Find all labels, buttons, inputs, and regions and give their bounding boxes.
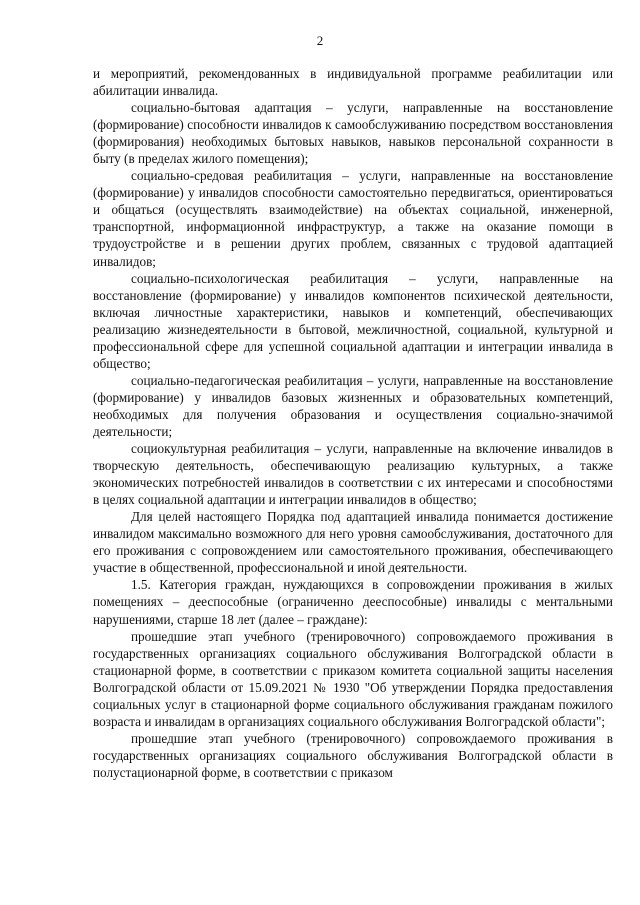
paragraph-social-household-adaptation: социально-бытовая адаптация – услуги, направленные на восстановление (формирование) способности инвалидов к самообслуживанию посредством восстановления (формирования) необходимых бытовых навыков, навыков персональной сохранности в быту (в пределах жилого помещения);: [93, 100, 613, 167]
paragraph-continuation: и мероприятий, рекомендованных в индивидуальной программе реабилитации или абилитации инвалида.: [93, 66, 613, 99]
document-body: [93, 65, 613, 781]
paragraph-adaptation-definition: Для целей настоящего Порядка под адаптацией инвалида понимается достижение инвалидом максимально возможного для него уровня самообслуживания, достаточного для его проживания с сопровождением или самостоятельного проживания, обеспечивающего участие в общественной, профессиональной и иной деятельности.: [93, 509, 613, 576]
paragraph-semi-stationary-form: прошедшие этап учебного (тренировочного) сопровождаемого проживания в государственных организациях социального обслуживания Волгоградской области в полустационарной форме, в соответствии с приказом: [93, 730, 613, 780]
paragraph-social-pedagogical-rehabilitation: социально-педагогическая реабилитация – услуги, направленные на восстановление (формирование) у инвалидов базовых жизненных и образовательных компетенций, необходимых для получения образования и осуществления социально-значимой деятельности;: [93, 372, 613, 439]
paragraph-section-1-5: 1.5. Категория граждан, нуждающихся в сопровождении проживания в жилых помещениях – дееспособные (ограниченно дееспособные) инвалиды с ментальными нарушениями, старше 18 лет (далее – граждане):: [93, 577, 613, 627]
paragraph-social-environmental-rehabilitation: социально-средовая реабилитация – услуги, направленные на восстановление (формирование) у инвалидов способности самостоятельно передвигаться, ориентироваться и общаться (осуществлять взаимодействие) на объектах социальной, инженерной, транспортной, информационной инфраструктур, а также на оказание помощи в трудоустройстве и в решении других проблем, связанных с трудовой адаптацией инвалидов;: [93, 168, 613, 269]
paragraph-sociocultural-rehabilitation: социокультурная реабилитация – услуги, направленные на включение инвалидов в творческую деятельность, обеспечивающую реализацию культурных, а также экономических потребностей инвалидов в соответствии с их интересами и способностями в целях социальной адаптации и интеграции инвалидов в общество;: [93, 441, 613, 508]
paragraph-social-psychological-rehabilitation: социально-психологическая реабилитация – услуги, направленные на восстановление (формирование) у инвалидов компонентов психической деятельности, включая личностные характеристики, навыков и компетенций, обеспечивающих реализацию жизнедеятельности в бытовой, межличностной, социальной, культурной и профессиональной сфере для успешной социальной адаптации и интеграции инвалида в общество;: [93, 270, 613, 371]
paragraph-stationary-form: прошедшие этап учебного (тренировочного) сопровождаемого проживания в государственных организациях социального обслуживания Волгоградской области в стационарной форме, в соответствии с приказом комитета социальной защиты населения Волгоградской области от 15.09.2021 № 1930 "Об утверждении Порядка предоставления социальных услуг в стационарной форме социального обслуживания гражданам пожилого возраста и инвалидам в организациях социального обслуживания Волгоградской области";: [93, 628, 613, 729]
page-number: 2: [316, 33, 324, 48]
